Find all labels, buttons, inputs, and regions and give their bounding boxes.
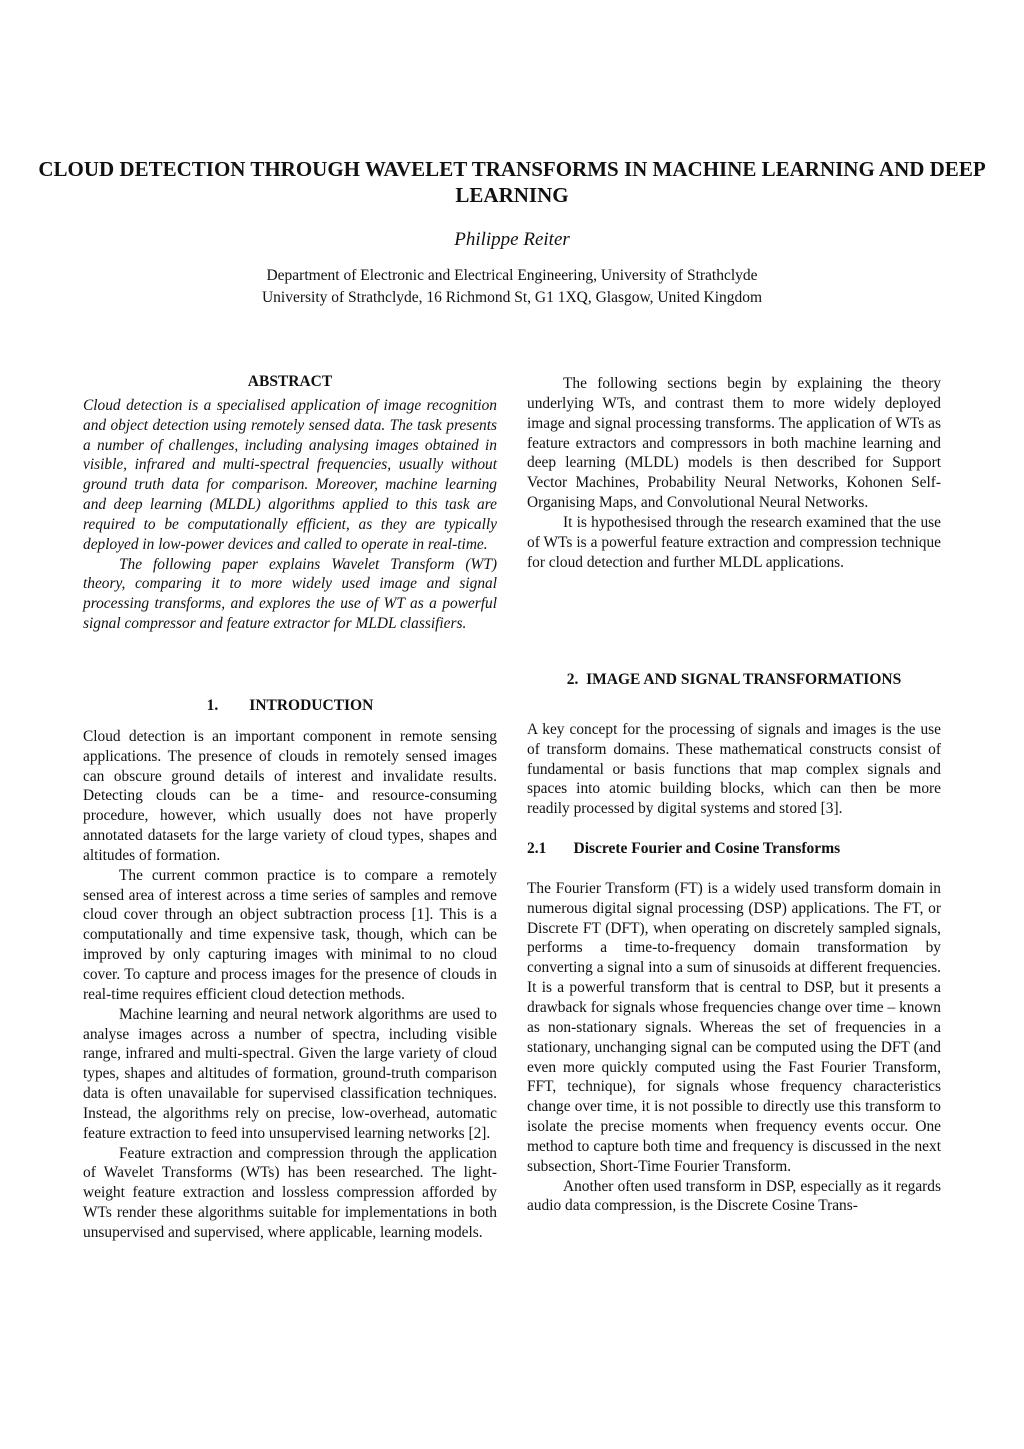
section-introduction-continued [527, 374, 941, 572]
affiliation-line: University of Strathclyde, 16 Richmond St, G1 1XQ, Glasgow, United Kingdom [261, 289, 763, 306]
section-heading: 1. INTRODUCTION [206, 697, 374, 714]
paragraph: It is hypothesised through the research examined that the use of WTs is a powerful feature extraction and compression technique for cloud detection and further MLDL applications. [527, 513, 941, 571]
abstract-heading: ABSTRACT [247, 373, 333, 390]
abstract-paragraph: Cloud detection is a specialised application of image recognition and object detection using remotely sensed data. The task presents a number of challenges, including analysing images obtained in visible, infrared and multi-spectral frequencies, usually without ground truth data for comparison. Moreover, machine learning and deep learning (MLDL) algorithms applied to this task are required to be computationally efficient, as they are typically deployed in low-power devices and called to operate in real-time. [83, 396, 497, 553]
affiliation-line: Department of Electronic and Electrical Engineering, University of Strathclyde [266, 267, 758, 284]
paragraph: Another often used transform in DSP, especially as it regards audio data compression, is the Discrete Cosine Trans- [527, 1177, 941, 1215]
affiliation [0, 265, 1024, 309]
abstract-paragraph: The following paper explains Wavelet Transform (WT) theory, comparing it to more widely used image and signal processing transforms, and explores the use of WT as a powerful signal compressor and feature extractor for MLDL classifiers. [83, 555, 497, 633]
section-heading: 2. IMAGE AND SIGNAL TRANSFORMATIONS [566, 671, 902, 688]
paragraph: Machine learning and neural network algorithms are used to analyse images across a number of spectra, including visible range, infrared and multi-spectral. Given the large variety of cloud types, shapes and altitudes of formation, ground-truth comparison data is often unavailable for supervised classification techniques. Instead, the algorithms rely on precise, low-overhead, automatic feature extraction to feed into unsupervised learning networks [2]. [83, 1005, 497, 1142]
paragraph: A key concept for the processing of signals and images is the use of transform domains. These mathematical constructs consist of fundamental or basis functions that map complex signals and spaces into atomic building blocks, which can then be more readily processed by digital systems and stored [3]. [527, 720, 941, 818]
paragraph: The Fourier Transform (FT) is a widely used transform domain in numerous digital signal processing (DSP) applications. The FT, or Discrete FT (DFT), when operating on discretely sampled signals, performs a time-to-frequency domain transformation by converting a signal into a sum of sinusoids at different frequencies. It is a powerful transform that is central to DSP, but it presents a drawback for signals whose frequencies change over time – known as non-stationary signals. Whereas the set of frequencies in a stationary, unchanging signal can be computed using the DFT (and even more quickly computed using the Fast Fourier Transform, FFT, technique), for signals whose frequency characteristics change over time, it is not possible to directly use this transform to isolate the precise moments when frequency events occur. One method to capture both time and frequency is discussed in the next subsection, Short-Time Fourier Transform. [527, 879, 941, 1175]
section-introduction [83, 696, 497, 1243]
paragraph: The current common practice is to compare a remotely sensed area of interest across a time series of samples and remove cloud cover through an object subtraction process [1]. This is a computationally and time expensive task, though, which can be improved by only capturing images with minimal to no cloud cover. To capture and process images for the presence of clouds in real-time requires efficient cloud detection methods. [83, 866, 497, 1003]
paper-title: CLOUD DETECTION THROUGH WAVELET TRANSFORMS IN MACHINE LEARNING AND DEEP LEARNING [38, 157, 986, 207]
section-transformations [527, 670, 941, 1216]
paragraph: Cloud detection is an important component in remote sensing applications. The presence of clouds in remotely sensed images can obscure ground details of interest and invalidate results. Detecting clouds can be a time- and resource-consuming procedure, however, which usually does not have properly annotated datasets for the large variety of cloud types, shapes and altitudes of formation. [83, 727, 497, 864]
author: Philippe Reiter [454, 229, 570, 250]
paragraph: The following sections begin by explaining the theory underlying WTs, and contrast them to more widely deployed image and signal processing transforms. The application of WTs as feature extractors and compressors in both machine learning and deep learning (MLDL) models is then described for Support Vector Machines, Probability Neural Networks, Kohonen Self-Organising Maps, and Convolutional Neural Networks. [527, 375, 941, 512]
abstract [83, 372, 497, 634]
subsection-heading: 2.1 Discrete Fourier and Cosine Transforms [527, 840, 841, 858]
paragraph: Feature extraction and compression through the application of Wavelet Transforms (WTs) has been researched. The light-weight feature extraction and lossless compression afforded by WTs render these algorithms suitable for implementations in both unsupervised and supervised, where applicable, learning models. [83, 1144, 497, 1241]
